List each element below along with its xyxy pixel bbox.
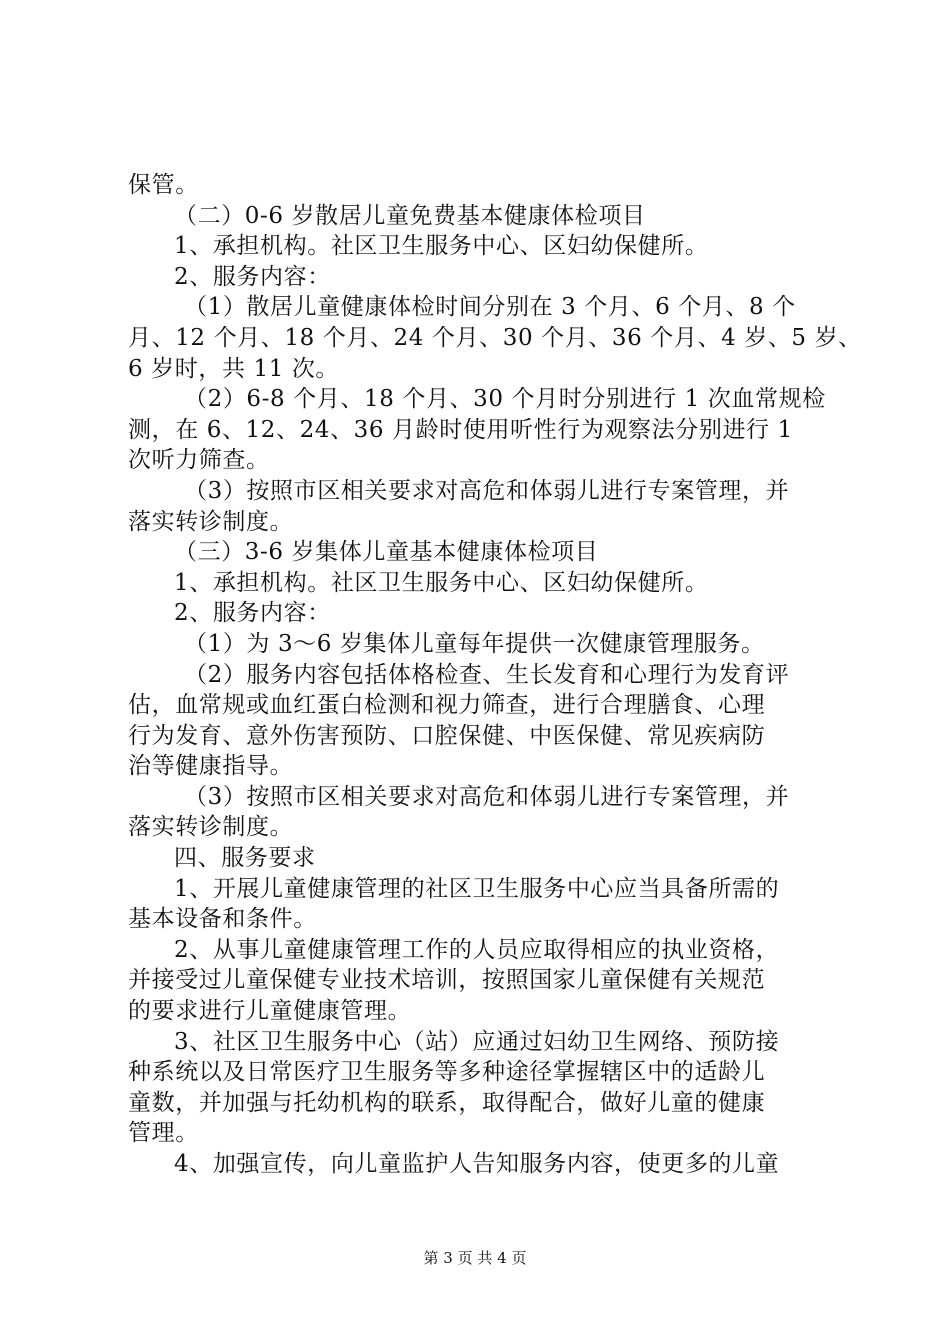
text-line: （2）6-8 个月、18 个月、30 个月时分别进行 1 次血常规检 xyxy=(184,386,826,413)
section-heading: 四、服务要求 xyxy=(174,845,316,872)
text-line: （3）按照市区相关要求对高危和体弱儿进行专案管理，并 xyxy=(184,783,790,810)
text-line: 6 岁时，共 11 次。 xyxy=(128,355,340,382)
text-line: 月、12 个月、18 个月、24 个月、30 个月、36 个月、4 岁、5 岁、 xyxy=(128,324,862,351)
text-line: 基本设备和条件。 xyxy=(128,906,317,933)
section-heading: （三）3-6 岁集体儿童基本健康体检项目 xyxy=(174,539,599,566)
text-line: 的要求进行儿童健康管理。 xyxy=(128,998,412,1025)
text-line: 2、服务内容： xyxy=(174,600,331,627)
text-line: 估，血常规或血红蛋白检测和视力筛查，进行合理膳食、心理 xyxy=(128,692,766,719)
text-line: 治等健康指导。 xyxy=(128,753,294,780)
text-line: 3、社区卫生服务中心（站）应通过妇幼卫生网络、预防接 xyxy=(174,1028,780,1055)
text-line: 1、承担机构。社区卫生服务中心、区妇幼保健所。 xyxy=(174,233,709,260)
text-line: 4、加强宣传，向儿童监护人告知服务内容，使更多的儿童 xyxy=(174,1151,780,1177)
section-heading: （二）0-6 岁散居儿童免费基本健康体检项目 xyxy=(174,202,646,229)
text-line: 行为发育、意外伤害预防、口腔保健、中医保健、常见疾病防 xyxy=(128,722,766,749)
text-line: 种系统以及日常医疗卫生服务等多种途径掌握辖区中的适龄儿 xyxy=(128,1059,766,1086)
text-line: （2）服务内容包括体格检查、生长发育和心理行为发育评 xyxy=(184,661,790,688)
text-line: 保管。 xyxy=(128,172,199,198)
text-line: （1）为 3～6 岁集体儿童每年提供一次健康管理服务。 xyxy=(184,630,765,657)
page-number-footer: 第 3 页 共 4 页 xyxy=(423,1249,527,1267)
text-line: 并接受过儿童保健专业技术培训，按照国家儿童保健有关规范 xyxy=(128,967,766,994)
text-line: 童数，并加强与托幼机构的联系，取得配合，做好儿童的健康 xyxy=(128,1089,766,1116)
text-line: 落实转诊制度。 xyxy=(128,508,294,535)
text-line: 2、从事儿童健康管理工作的人员应取得相应的执业资格， xyxy=(174,936,780,963)
text-line: 管理。 xyxy=(128,1120,199,1147)
text-line: 1、开展儿童健康管理的社区卫生服务中心应当具备所需的 xyxy=(174,875,780,902)
text-line: 测，在 6、12、24、36 月龄时使用听性行为观察法分别进行 1 xyxy=(128,416,793,443)
text-line: 次听力筛查。 xyxy=(128,447,270,474)
document-body xyxy=(128,170,862,1180)
text-line: 落实转诊制度。 xyxy=(128,814,294,841)
text-line: （1）散居儿童健康体检时间分别在 3 个月、6 个月、8 个 xyxy=(184,294,796,321)
text-line: （3）按照市区相关要求对高危和体弱儿进行专案管理，并 xyxy=(184,477,790,504)
text-line: 2、服务内容： xyxy=(174,263,331,290)
text-line: 1、承担机构。社区卫生服务中心、区妇幼保健所。 xyxy=(174,569,709,596)
